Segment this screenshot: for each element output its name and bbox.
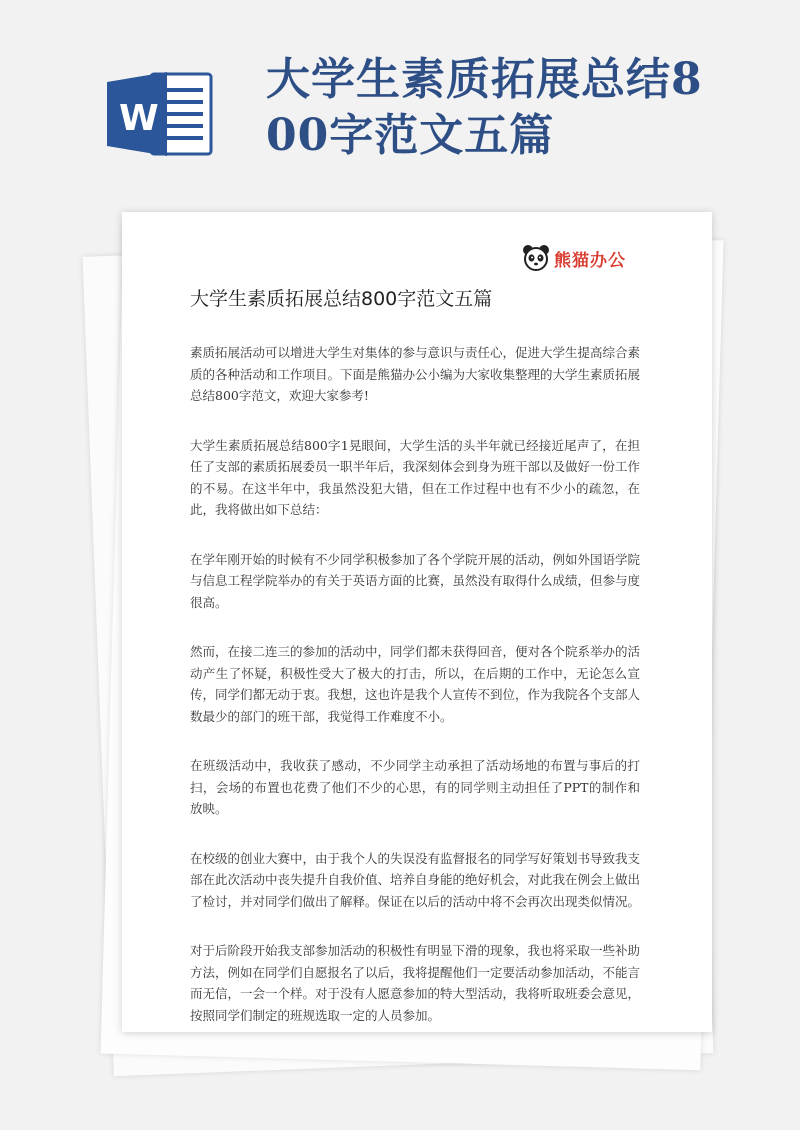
paragraph: 大学生素质拓展总结800字1晃眼间，大学生活的头半年就已经接近尾声了，在担任了支部的素质拓展委员一职半年后，我深刻体会到身为班干部以及做好一份工作的不易。在这半年中，我虽然没犯大错，但在工作过程中也有不少小的疏忽，在此，我将做出如下总结： [190, 437, 641, 517]
paragraph: 对于后阶段开始我支部参加活动的积极性有明显下滑的现象，我也将采取一些补助方法，例如在同学们自愿报名了以后，我将提醒他们一定要活动参加活动，不能言而无信，一会一个样。对于没有人愿意参加的特大型活动，我将听取班委会意见，按照同学们制定的班规选取一定的人员参加。 [190, 943, 641, 1023]
svg-text:W: W [119, 98, 159, 139]
document-title: 大学生素质拓展总结800字范文五篇 [190, 288, 493, 310]
panda-icon [522, 244, 550, 272]
word-document-icon [105, 72, 215, 156]
paragraph: 然而，在接二连三的参加的活动中，同学们都未获得回音，便对各个院系举办的活动产生了怀疑，积极性受大了极大的打击，所以，在后期的工作中，无论怎么宣传，同学们都无动于衷。我想，这也许是我个人宣传不到位，作为我院各个支部人数最少的部门的班干部，我觉得工作难度不小。 [190, 644, 641, 724]
paragraph: 在班级活动中，我收获了感动，不少同学主动承担了活动场地的布置与事后的打扫，会场的布置也花费了他们不少的心思，有的同学则主动担任了PPT的制作和放映。 [190, 758, 640, 816]
page-header [0, 0, 800, 210]
document-body [190, 342, 640, 1054]
paragraph: 素质拓展活动可以增进大学生对集体的参与意识与责任心，促进大学生提高综合素质的各种活动和工作项目。下面是熊猫办公小编为大家收集整理的大学生素质拓展总结800字范文，欢迎大家参考! [190, 345, 641, 403]
paragraph: 在校级的创业大赛中，由于我个人的失误没有监督报名的同学写好策划书导致我支部在此次活动中丧失提升自我价值、培养自身能的绝好机会，对此我在例会上做出了检讨，并对同学们做出了解释。保证在以后的活动中将不会再次出现类似情况。 [190, 850, 641, 909]
page-title: 大学生素质拓展总结800字范文五篇 [266, 54, 703, 161]
paragraph: 在学年刚开始的时候有不少同学积极参加了各个学院开展的活动，例如外国语学院与信息工程学院举办的有关于英语方面的比赛，虽然没有取得什么成绩，但参与度很高。 [190, 551, 641, 610]
brand-logo [522, 244, 626, 272]
logo-text: 熊猫办公 [554, 250, 626, 271]
document-page [122, 212, 712, 1032]
